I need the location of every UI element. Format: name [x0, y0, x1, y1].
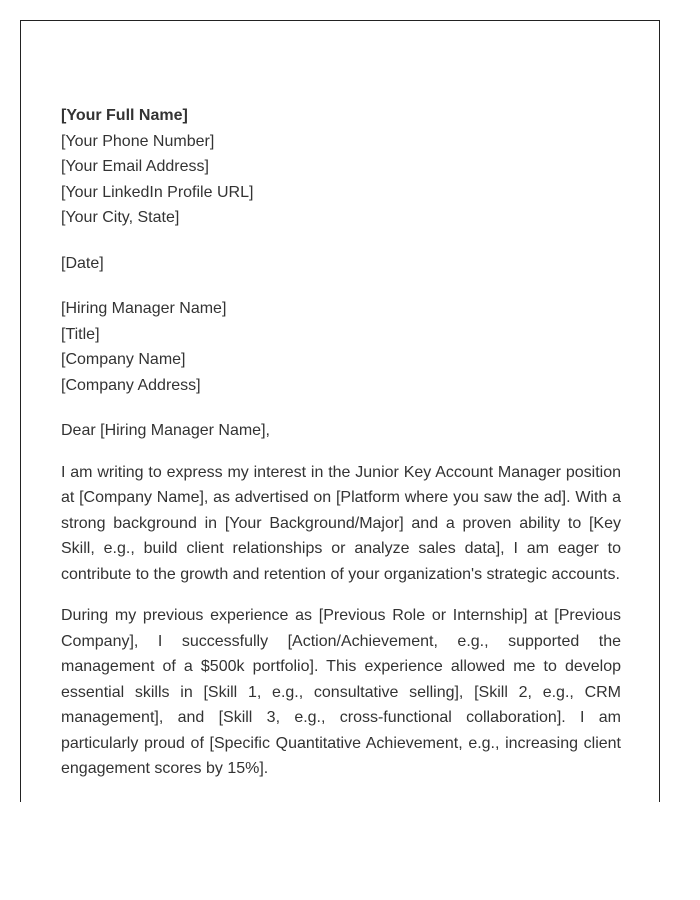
sender-phone: [Your Phone Number] — [61, 132, 215, 150]
recipient-title: [Title] — [61, 325, 100, 343]
date-block — [61, 251, 621, 277]
recipient-address: [Company Address] — [61, 376, 201, 394]
sender-location: [Your City, State] — [61, 209, 180, 226]
letter-content — [61, 103, 621, 798]
salutation: Dear [Hiring Manager Name], — [61, 422, 270, 439]
letter-page — [20, 20, 660, 802]
recipient-block — [61, 296, 621, 398]
sender-name: [Your Full Name] — [61, 107, 188, 124]
sender-block — [61, 103, 621, 231]
body-paragraph-2: During my previous experience as [Previous Role or Internship] at [Previous Company], I successfully [Action/Achievement, e.g., supported the management of a $500k portfolio]. This experience allowed me to develop essential skills in [Skill 1, e.g., consultative selling], [Skill 2, e.g., CRM management], and [Skill 3, e.g., cross-functional collaboration]. I am particularly proud of [Specific Quantitative Achievement, e.g., increasing client engagement scores by 15%]. — [61, 607, 621, 777]
body-paragraph-1: I am writing to express my interest in the Junior Key Account Manager position at [Company Name], as advertised on [Platform where you saw the ad]. With a strong background in [Your Background/Major] and a proven ability to [Key Skill, e.g., build client relationships or analyze sales data], I am eager to contribute to the growth and retention of your organization's strategic accounts. — [61, 463, 621, 583]
sender-email: [Your Email Address] — [61, 158, 209, 175]
sender-linkedin: [Your LinkedIn Profile URL] — [61, 183, 254, 201]
salutation-block — [61, 418, 621, 444]
recipient-name: [Hiring Manager Name] — [61, 300, 227, 317]
letter-date: [Date] — [61, 254, 104, 272]
recipient-company: [Company Name] — [61, 351, 186, 368]
